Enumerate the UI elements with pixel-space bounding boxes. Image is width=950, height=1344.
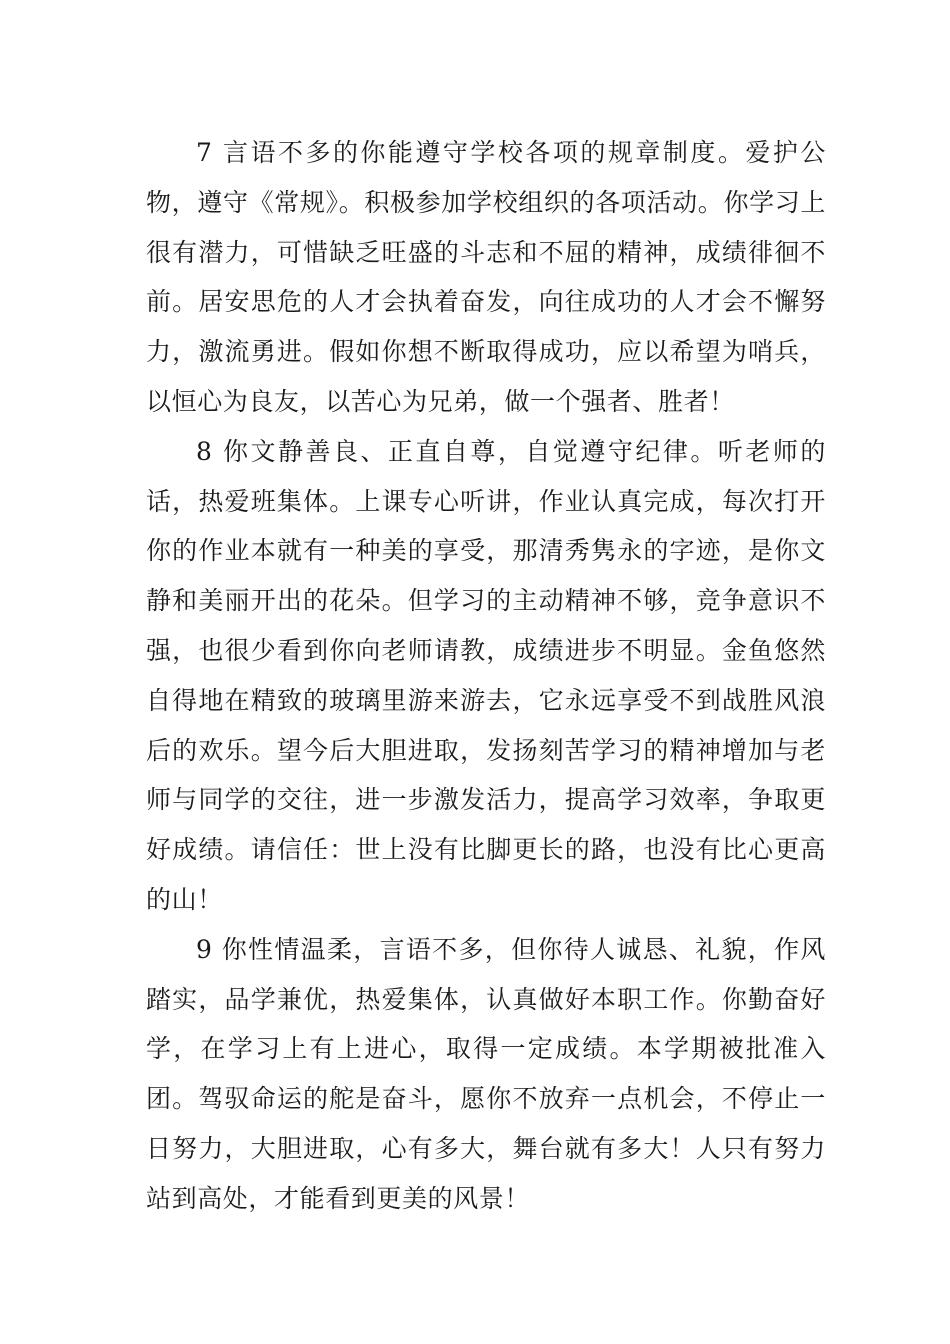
paragraph-comment-8: 8 你文静善良、正直自尊，自觉遵守纪律。听老师的话，热爱班集体。上课专心听讲，作业认真完成，每次打开你的作业本就有一种美的享受，那清秀隽永的字迹，是你文静和美丽开出的花朵。但学习的主动精神不够，竞争意识不强，也很少看到你向老师请教，成绩进步不明显。金鱼悠然自得地在精致的玻璃里游来游去，它永远享受不到战胜风浪后的欢乐。望今后大胆进取，发扬刻苦学习的精神增加与老师与同学的交往，进一步激发活力，提高学习效率，争取更好成绩。请信任：世上没有比脚更长的路，也没有比心更高的山！ [146,436,826,914]
paragraph-comment-7: 7 言语不多的你能遵守学校各项的规章制度。爱护公物，遵守《常规》。积极参加学校组织的各项活动。你学习上很有潜力，可惜缺乏旺盛的斗志和不屈的精神，成绩徘徊不前。居安思危的人才会执着奋发，向往成功的人才会不懈努力，激流勇进。假如你想不断取得成功，应以希望为哨兵，以恒心为良友，以苦心为兄弟，做一个强者、胜者！ [146,138,826,416]
document-body [146,128,826,1224]
paragraph-comment-9: 9 你性情温柔，言语不多，但你待人诚恳、礼貌，作风踏实，品学兼优，热爱集体，认真做好本职工作。你勤奋好学，在学习上有上进心，取得一定成绩。本学期被批准入团。驾驭命运的舵是奋斗，愿你不放弃一点机会，不停止一日努力，大胆进取，心有多大，舞台就有多大！人只有努力站到高处，才能看到更美的风景！ [146,934,826,1213]
